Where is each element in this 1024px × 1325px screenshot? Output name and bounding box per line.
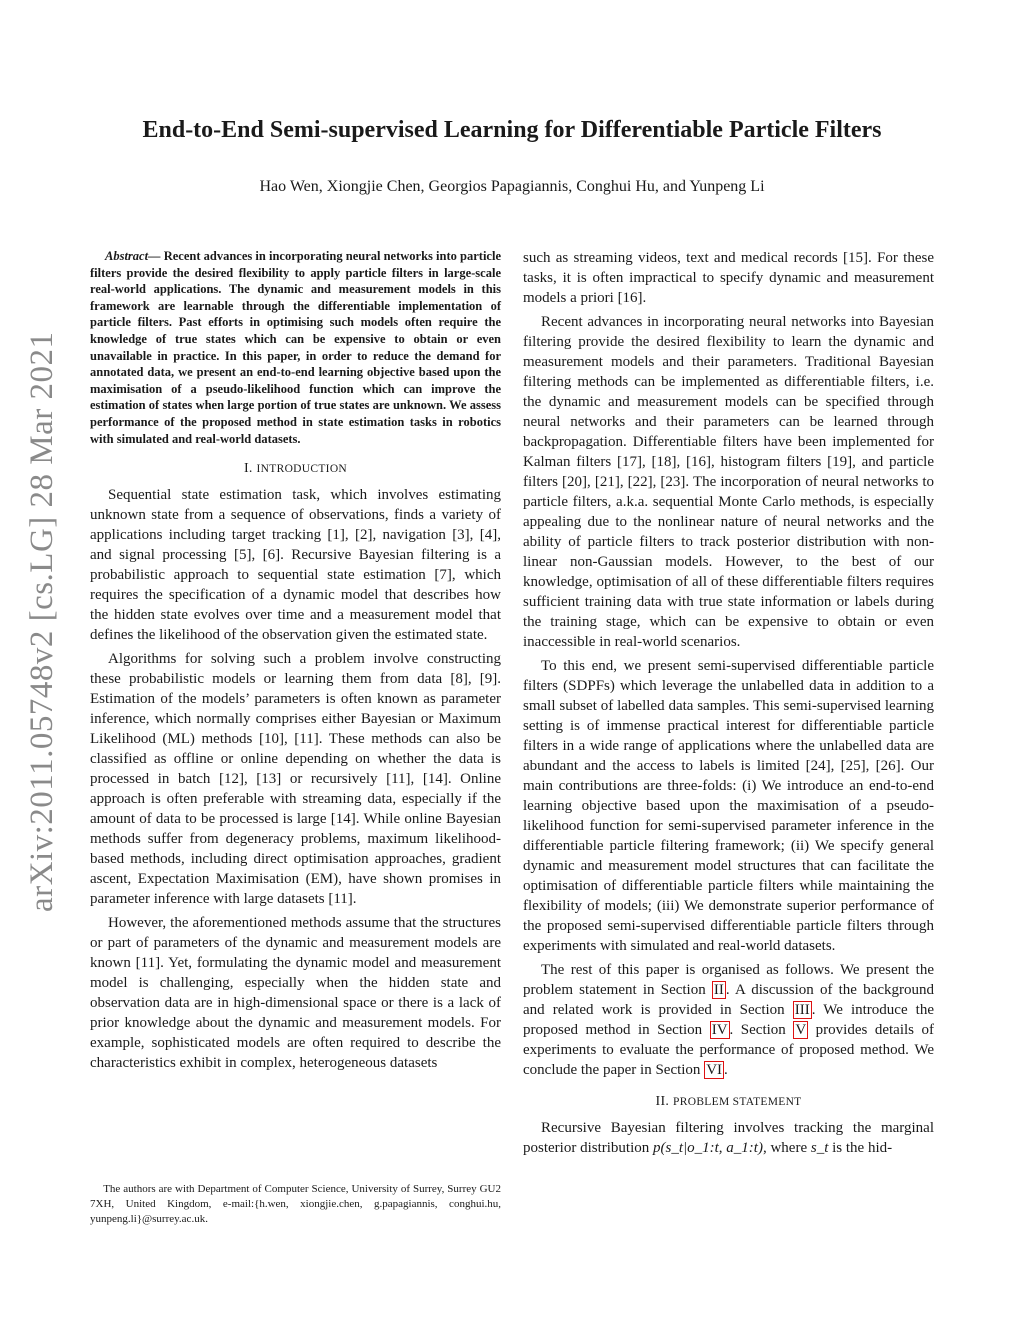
text-run: , where — [762, 1140, 811, 1156]
text-run: . Section — [729, 1022, 794, 1038]
abstract — [90, 248, 501, 447]
text-run: . We introduce the proposed method in Section — [523, 1002, 934, 1038]
section-numeral: I. — [243, 461, 253, 477]
paper-authors: Hao Wen, Xiongjie Chen, Georgios Papagiannis, Conghui Hu, and Yunpeng Li — [259, 178, 765, 195]
left-column — [90, 248, 501, 1077]
abstract-text: Recent advances in incorporating neural networks into particle filters provide the desired flexibility to apply particle filters in large-scale real-world applications. The dynamic and measurement models in this framework are learnable through the differentiable implementation of particle filters. Past efforts in optimising such models often require the knowledge of true states which can be expensive to obtain or even unavailable in practice. In this paper, in order to reduce the demand for annotated data, we present an end-to-end learning objective based upon the maximisation of a pseudo-likelihood function which can improve the estimation of states when large portion of true states are unknown. We assess performance of the proposed method in state estimation tasks in robotics with simulated and real-world datasets. — [90, 249, 501, 446]
paragraph: However, the aforementioned methods assume that the structures or part of parameters of the dynamic and measurement models are known [11]. Yet, formulating the dynamic model and measurement model is challenging, especially when the hidden state and observation data are in high-dimensional space or there is a lack of prior knowledge about the dynamic and measurement models. For example, sophisticated models are often required to describe the characteristics exhibit in complex, heterogeneous datasets — [90, 915, 501, 1072]
text-run: . — [724, 1062, 728, 1078]
paragraph: Recent advances in incorporating neural networks into Bayesian filtering provide the desired flexibility to learn the dynamic and measurement models and their parameters. Traditional Bayesian filtering methods can be implemented as differentiable filters, i.e. the dynamic and measurement models can be specified through neural networks and their parameters can be learned through backpropagation. Differentiable filters have been implemented for Kalman filters [17], [18], [16], histogram filters [19], and particle filters [20], [21], [22], [23]. The incorporation of neural networks to particle filters, a.k.a. sequential Monte Carlo methods, is especially appealing due to the nonlinear nature of neural networks and the ability of particle filters to track posterior distribution with non-linear non-Gaussian models. However, to the best of our knowledge, optimisation of all of these differentiable filters requires sufficient training data with true state information or labels during the training stage, which can be expensive to obtain or even inaccessible in real-world scenarios. — [523, 314, 934, 650]
math-expression: p(s_t|o_1:t, a_1:t) — [653, 1140, 763, 1156]
section-heading-introduction — [90, 461, 501, 477]
paragraph: Algorithms for solving such a problem involve constructing these probabilistic models or learning them from data [8], [9]. Estimation of the models’ parameters is often known as parameter inference, which normally comprises either Bayesian or Maximum Likelihood (ML) methods [10], [11]. These methods can also be classified as offline or online depending on whether the data is processed in batch [12], [13] or recursively [11], [14]. Online approach is often preferable with streaming data, especially if the amount of data to be processed is large [14]. While online Bayesian methods suffer from degeneracy problems, maximum likelihood-based methods, including direct optimisation approaches, gradient ascent, Expectation Maximisation (EM), have shown promises in parameter inference with large datasets [11]. — [90, 651, 501, 908]
text-run: The rest of this paper is organised as follows. We present the problem statement in Section — [523, 962, 934, 998]
section-link[interactable]: VI — [706, 1062, 723, 1078]
paragraph: To this end, we present semi-supervised differentiable particle filters (SDPFs) which leverage the unlabelled data in addition to a small subset of labelled data samples. This semi-supervised learning setting is of immense practical interest for differentiable particle filters in a wide range of applications where the unlabelled data are abundant and the access to labels is limited [24], [25], [26]. Our main contributions are three-folds: (i) We introduce an end-to-end learning objective based upon the maximisation of a pseudo-likelihood function for semi-supervised parameter inference in the differentiable particle filtering framework; (ii) We specify general dynamic and measurement model structures that can facilitate the optimisation of differentiable particle filters while maintaining the flexibility of models; (iii) We demonstrate superior performance of the proposed semi-supervised differentiable particle filters through experiments with simulated and real-world datasets. — [523, 658, 934, 954]
section-heading-problem-statement — [523, 1094, 934, 1110]
footnote: The authors are with Department of Computer Science, University of Surrey, Surrey GU2 7XH, United Kingdom, e-mail:{h.wen, xiongjie.chen, g.papagiannis, conghui.hu, yunpeng.li}@surrey.ac.uk. — [90, 1183, 501, 1225]
right-column — [523, 248, 934, 1162]
paragraph: such as streaming videos, text and medical records [15]. For these tasks, it is often impractical to specify dynamic and measurement models a priori [16]. — [523, 250, 934, 306]
text-run: . A discussion of the background and related work is provided in Section — [523, 982, 934, 1018]
section-link[interactable]: V — [795, 1022, 807, 1038]
section-title: INTRODUCTION — [256, 463, 348, 476]
abstract-lead: Abstract— — [105, 249, 161, 263]
section-link[interactable]: III — [794, 1002, 810, 1018]
section-numeral: II. — [655, 1094, 670, 1109]
section-link[interactable]: II — [713, 982, 724, 998]
section-title: PROBLEM STATEMENT — [673, 1096, 802, 1108]
paper-title: End-to-End Semi-supervised Learning for Differentiable Particle Filters — [142, 117, 882, 143]
section-link[interactable]: IV — [711, 1022, 728, 1038]
math-expression: s_t — [810, 1140, 829, 1156]
text-run: Recursive Bayesian filtering involves tracking the marginal posterior distribution — [523, 1120, 934, 1156]
text-run: is the hid- — [828, 1140, 893, 1156]
paragraph: Sequential state estimation task, which involves estimating unknown state from a sequence of observations, finds a variety of applications including target tracking [1], [2], navigation [3], [4], and signal processing [5], [6]. Recursive Bayesian filtering is a probabilistic approach to sequential state estimation [7], which requires the specification of a dynamic model that describes how the hidden state evolves over time and a measurement model that defines the likelihood of the observation given the estimated state. — [90, 487, 501, 644]
text-run: provides details of experiments to evaluate the performance of proposed method. We conclude the paper in Section — [523, 1022, 935, 1078]
arxiv-side-label: arXiv:2011.05748v2 [cs.LG] 28 Mar 2021 — [24, 331, 60, 912]
paragraph — [523, 1118, 934, 1158]
paragraph-outline — [523, 960, 934, 1080]
